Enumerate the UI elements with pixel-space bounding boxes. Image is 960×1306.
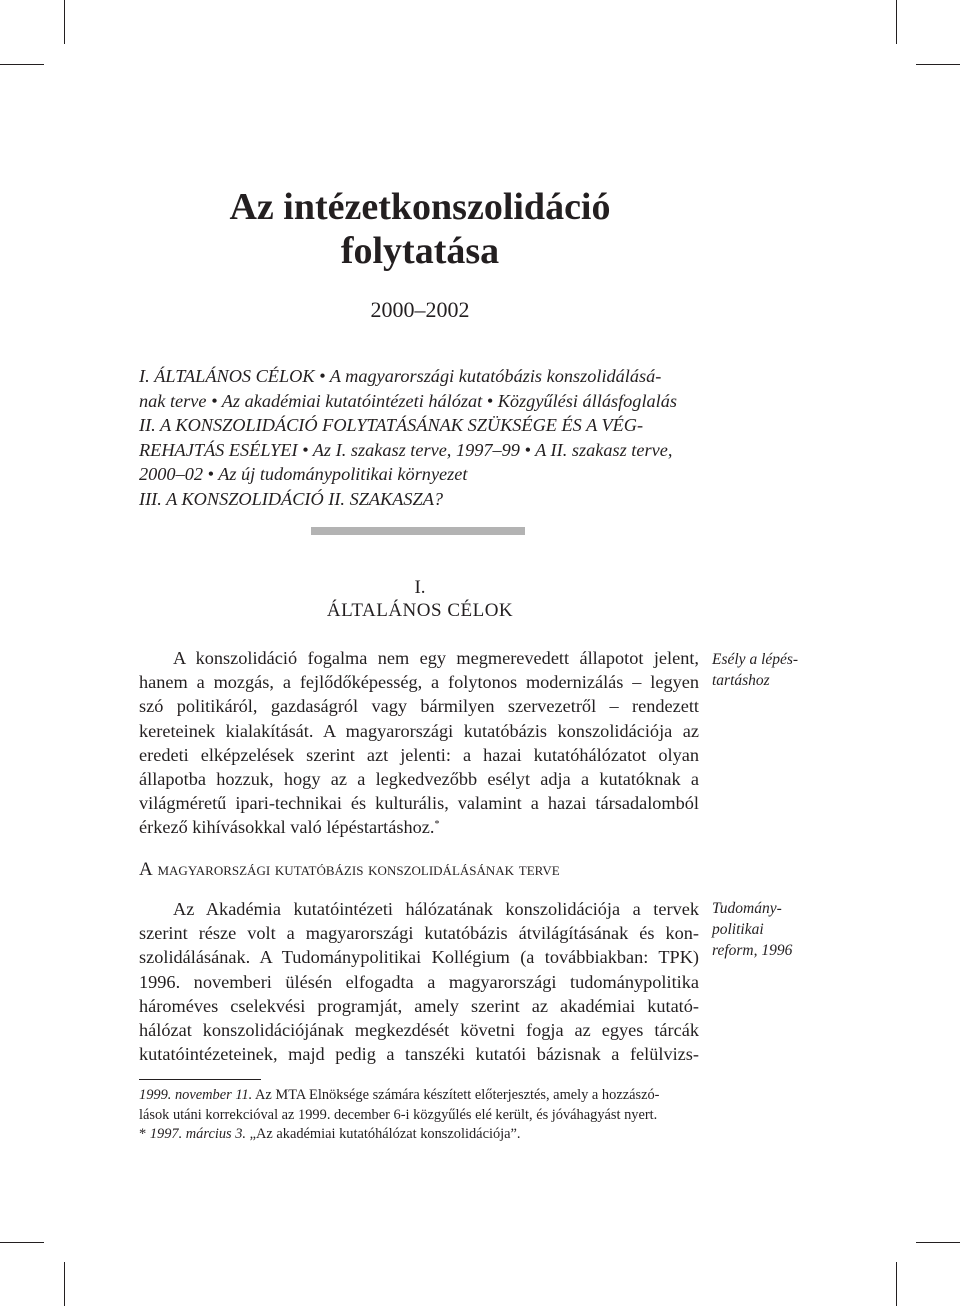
- crop-mark-top-left: [64, 0, 65, 44]
- paragraph-line: kereteinek kialakítását. A magyarországi kutatóbázis konszolidációja az: [139, 720, 699, 741]
- toc-line: II. A KONSZOLIDÁCIÓ FOLYTATÁSÁNAK SZÜKSÉGE ÉS A VÉG-: [139, 415, 644, 435]
- crop-mark-right-upper: [916, 64, 960, 65]
- subsection-heading: [139, 857, 560, 883]
- paragraph-line: kutatóintézeteinek, majd pedig a tanszéki kutatói bázisnak a felülvizs-: [139, 1044, 699, 1065]
- margin-note-line: politikai: [712, 921, 764, 938]
- margin-note-1: [712, 649, 822, 691]
- subsection-heading-rest: magyarországi kutatóbázis konszolidálásának terve: [152, 859, 560, 880]
- footnote-1-line-2: lások utáni korrekcióval az 1999. december 6-i közgyűlés elé került, és jóváhagyást nyert.: [139, 1106, 658, 1123]
- title-line-1: Az intézetkonszolidáció: [229, 186, 611, 228]
- crop-mark-left-lower: [0, 1242, 44, 1243]
- paragraph-line: 1996. novemberi ülésén elfogadta a magyarországi tudománypolitika: [139, 971, 699, 992]
- paragraph-line: hanem a mozgás, a fejlődőképesség, a folytonos modernizálás – legyen: [139, 672, 699, 693]
- footnotes: [139, 1086, 709, 1145]
- paragraph-1: [139, 646, 699, 840]
- margin-note-line: tartáshoz: [712, 672, 770, 689]
- paragraph-line: szerint része volt a magyarországi kutatóbázis átvilágításának és kon-: [139, 923, 699, 944]
- margin-note-line: Esély a lépés-: [712, 651, 799, 668]
- paragraph-line: A konszolidáció fogalma nem egy megmerevedett állapotot jelent,: [173, 648, 699, 668]
- footnote-separator: [139, 1079, 261, 1080]
- paragraph-line: világméretű ipari-technikai és kulturális, valamint a hazai társadalomból: [139, 793, 699, 814]
- crop-mark-right-lower: [916, 1242, 960, 1243]
- paragraph-2: [139, 897, 699, 1066]
- paragraph-line: eredeti elképzelések szerint azt jelenti: a hazai kutatóhálózatot olyan: [139, 744, 699, 765]
- section-title: ÁLTALÁNOS CÉLOK: [326, 600, 514, 621]
- footnote-2-date: 1997. március 3.: [149, 1126, 247, 1142]
- footnote-2-text: „Az akadémiai kutatóhálózat konszolidációja”.: [246, 1126, 521, 1142]
- toc-line: nak terve • Az akadémiai kutatóintézeti hálózat • Közgyűlési állásfoglalás: [139, 390, 677, 411]
- crop-mark-bottom-left: [64, 1262, 65, 1306]
- title-line-2: folytatása: [340, 230, 500, 272]
- footnote-2-mark: *: [139, 1126, 147, 1142]
- subsection-heading-initial: A: [139, 859, 153, 880]
- footnote-1-date: 1999. november 11.: [139, 1087, 253, 1103]
- footnote-2: [139, 1125, 709, 1145]
- margin-note-2: [712, 898, 822, 961]
- toc-line: III. A KONSZOLIDÁCIÓ II. SZAKASZA?: [139, 488, 444, 509]
- page-title: [140, 185, 700, 273]
- paragraph-line-text: érkező kihívásokkal való lépéstartáshoz.: [139, 817, 435, 838]
- footnote-reference[interactable]: *: [434, 819, 440, 831]
- section-number: I.: [414, 577, 426, 598]
- toc-line: REHAJTÁS ESÉLYEI • Az I. szakasz terve, 1997–99 • A II. szakasz terve,: [139, 439, 673, 460]
- paragraph-line: állapotba hozzuk, hogy az a legkedvezőbb esélyt adja a kutatóknak a: [139, 769, 699, 790]
- paragraph-line: hálózat konszolidációjának megkezdését követni fogja az egyes tárcák: [139, 1020, 699, 1041]
- toc-line: 2000–02 • Az új tudománypolitikai környezet: [139, 464, 468, 484]
- paragraph-line-last: [139, 815, 699, 839]
- table-of-contents: [139, 364, 709, 511]
- section-divider-bar: [311, 527, 525, 535]
- crop-mark-top-right: [896, 0, 897, 44]
- footnote-1-line-1: [139, 1086, 709, 1106]
- paragraph-line: Az Akadémia kutatóintézeti hálózatának konszolidációja a tervek: [173, 899, 699, 919]
- toc-line: I. ÁLTALÁNOS CÉLOK • A magyarországi kutatóbázis konszolidálásá-: [139, 366, 662, 386]
- margin-note-line: Tudomány-: [712, 900, 782, 917]
- paragraph-line: szó politikáról, gazdaságról vagy bármilyen szervezetről – rendezett: [139, 696, 699, 717]
- date-range: 2000–2002: [370, 297, 470, 322]
- paragraph-line: szolidálásának. A Tudománypolitikai Kollégium (a továbbiakban: TPK): [139, 947, 699, 968]
- margin-note-line: reform, 1996: [712, 942, 793, 959]
- footnote-1-text: Az MTA Elnöksége számára készített előterjesztés, amely a hozzászó-: [252, 1087, 660, 1103]
- crop-mark-bottom-right: [896, 1262, 897, 1306]
- paragraph-line: hároméves cselekvési programját, amely szerint az akadémiai kutató-: [139, 995, 699, 1016]
- crop-mark-left-upper: [0, 64, 44, 65]
